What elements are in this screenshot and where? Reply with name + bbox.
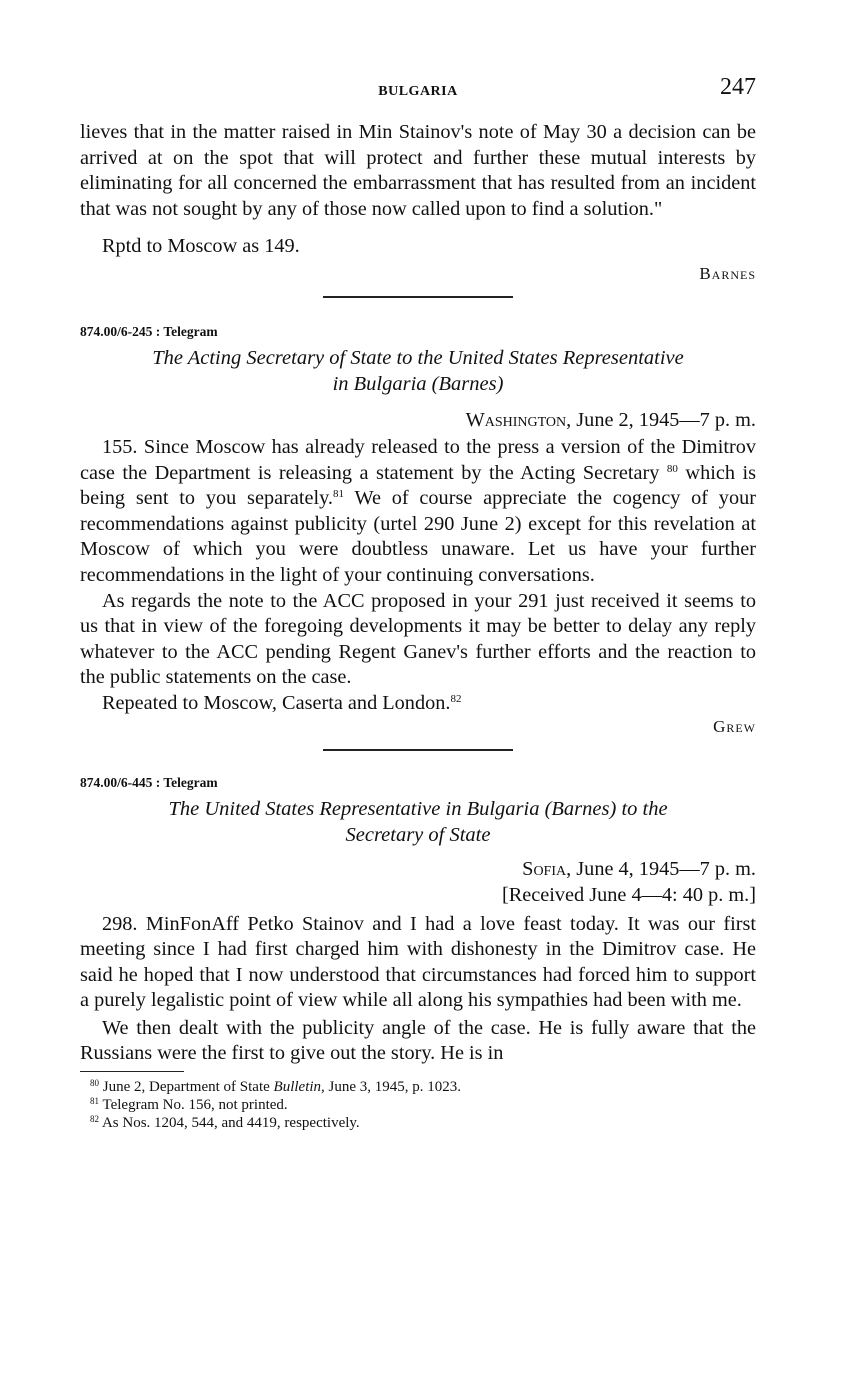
footnote-text: As Nos. 1204, 544, and 4419, respectively. bbox=[101, 1115, 360, 1132]
dateline bbox=[80, 407, 756, 433]
footnote-82 bbox=[90, 1114, 756, 1132]
title-line-1: The United States Representative in Bulgaria (Barnes) to the bbox=[168, 797, 668, 820]
repeated-line: Rptd to Moscow as 149. bbox=[102, 235, 300, 258]
paragraph-text: We of course appreciate the cogency of your recommendations against publicity (urtel 290 June 2) except for this revelation at Moscow of which you were doubtless unaware. Let us have your further recommendations in the light of your continuing conversations. bbox=[80, 487, 756, 586]
footnote-rule bbox=[80, 1071, 184, 1072]
telegram-paragraph: We then dealt with the publicity angle of the case. He is fully aware that the Russians were the first to give out the story. He is in bbox=[80, 1016, 756, 1065]
signature-grew: Grew bbox=[713, 716, 756, 736]
paragraph-text: 155. Since Moscow has already released to the press a version of the Dimitrov case the Department is releasing a statement by the Acting Secretary bbox=[80, 435, 756, 484]
footnote-ref-82: 82 bbox=[450, 692, 462, 705]
footnote-italic: Bulletin, bbox=[273, 1079, 325, 1096]
footnote-ref-81: 81 bbox=[333, 488, 345, 501]
document-title bbox=[80, 345, 756, 397]
footnote-ref-80: 80 bbox=[666, 462, 678, 475]
signature-barnes: Barnes bbox=[699, 263, 756, 283]
paragraph-text: which is being sent to you separately. bbox=[80, 461, 756, 510]
title-line-2: Secretary of State bbox=[345, 823, 491, 846]
section-divider bbox=[323, 749, 513, 751]
running-title: BULGARIA bbox=[378, 84, 458, 99]
title-line-1: The Acting Secretary of State to the United States Representative bbox=[152, 346, 684, 369]
file-number: 874.00/6-445 : Telegram bbox=[80, 774, 218, 790]
document-title bbox=[80, 796, 756, 848]
telegram-paragraph: As regards the note to the ACC proposed in your 291 just received it seems to us that in view of the foregoing developments it may be better to delay any reply whatever to the ACC pending Regent Ganev's further efforts and the reaction to the public statements on the case. bbox=[80, 589, 756, 689]
dateline bbox=[80, 856, 756, 882]
footnote-81 bbox=[90, 1096, 756, 1114]
footnote-text: June 2, Department of State bbox=[102, 1079, 274, 1096]
dateline-place: Sofia, bbox=[522, 857, 572, 880]
footnote-number: 80 bbox=[90, 1078, 99, 1089]
repeated-line bbox=[80, 691, 756, 717]
title-line-2: in Bulgaria (Barnes) bbox=[332, 372, 504, 395]
telegram-paragraph bbox=[80, 435, 756, 589]
footnote-number: 81 bbox=[90, 1096, 99, 1107]
footnote-80 bbox=[90, 1078, 756, 1096]
telegram-paragraph: 298. MinFonAff Petko Stainov and I had a love feast today. It was our first meeting since I had first charged him with dishonesty in the Dimitrov case. He said he hoped that I now understood that circumstances had forced him to support a purely legalistic point of view while all along his sympathies had been with me. bbox=[80, 912, 756, 1012]
dateline-date: June 4, 1945—7 p. m. bbox=[576, 857, 756, 880]
footnote-number: 82 bbox=[90, 1114, 99, 1125]
section-divider bbox=[323, 296, 513, 298]
dateline-place: Washington, bbox=[465, 408, 572, 431]
running-head bbox=[80, 74, 756, 106]
file-number: 874.00/6-245 : Telegram bbox=[80, 323, 218, 339]
document-page bbox=[80, 74, 756, 1132]
quote-paragraph: lieves that in the matter raised in Min Stainov's note of May 30 a decision can be arrived at on the spot that will protect and further these mutual interests by eliminating for all concerned the embarrassment that has resulted from an incident that was not sought by any of those now called upon to find a solution." bbox=[80, 121, 756, 220]
footnotes bbox=[80, 1078, 756, 1132]
footnote-text: Telegram No. 156, not printed. bbox=[102, 1097, 288, 1114]
footnote-text: June 3, 1945, p. 1023. bbox=[324, 1079, 462, 1096]
repeated-text: Repeated to Moscow, Caserta and London. bbox=[102, 691, 451, 714]
page-number: 247 bbox=[720, 74, 756, 100]
received-line: [Received June 4—4: 40 p. m.] bbox=[501, 883, 756, 906]
dateline-date: June 2, 1945—7 p. m. bbox=[576, 408, 756, 431]
